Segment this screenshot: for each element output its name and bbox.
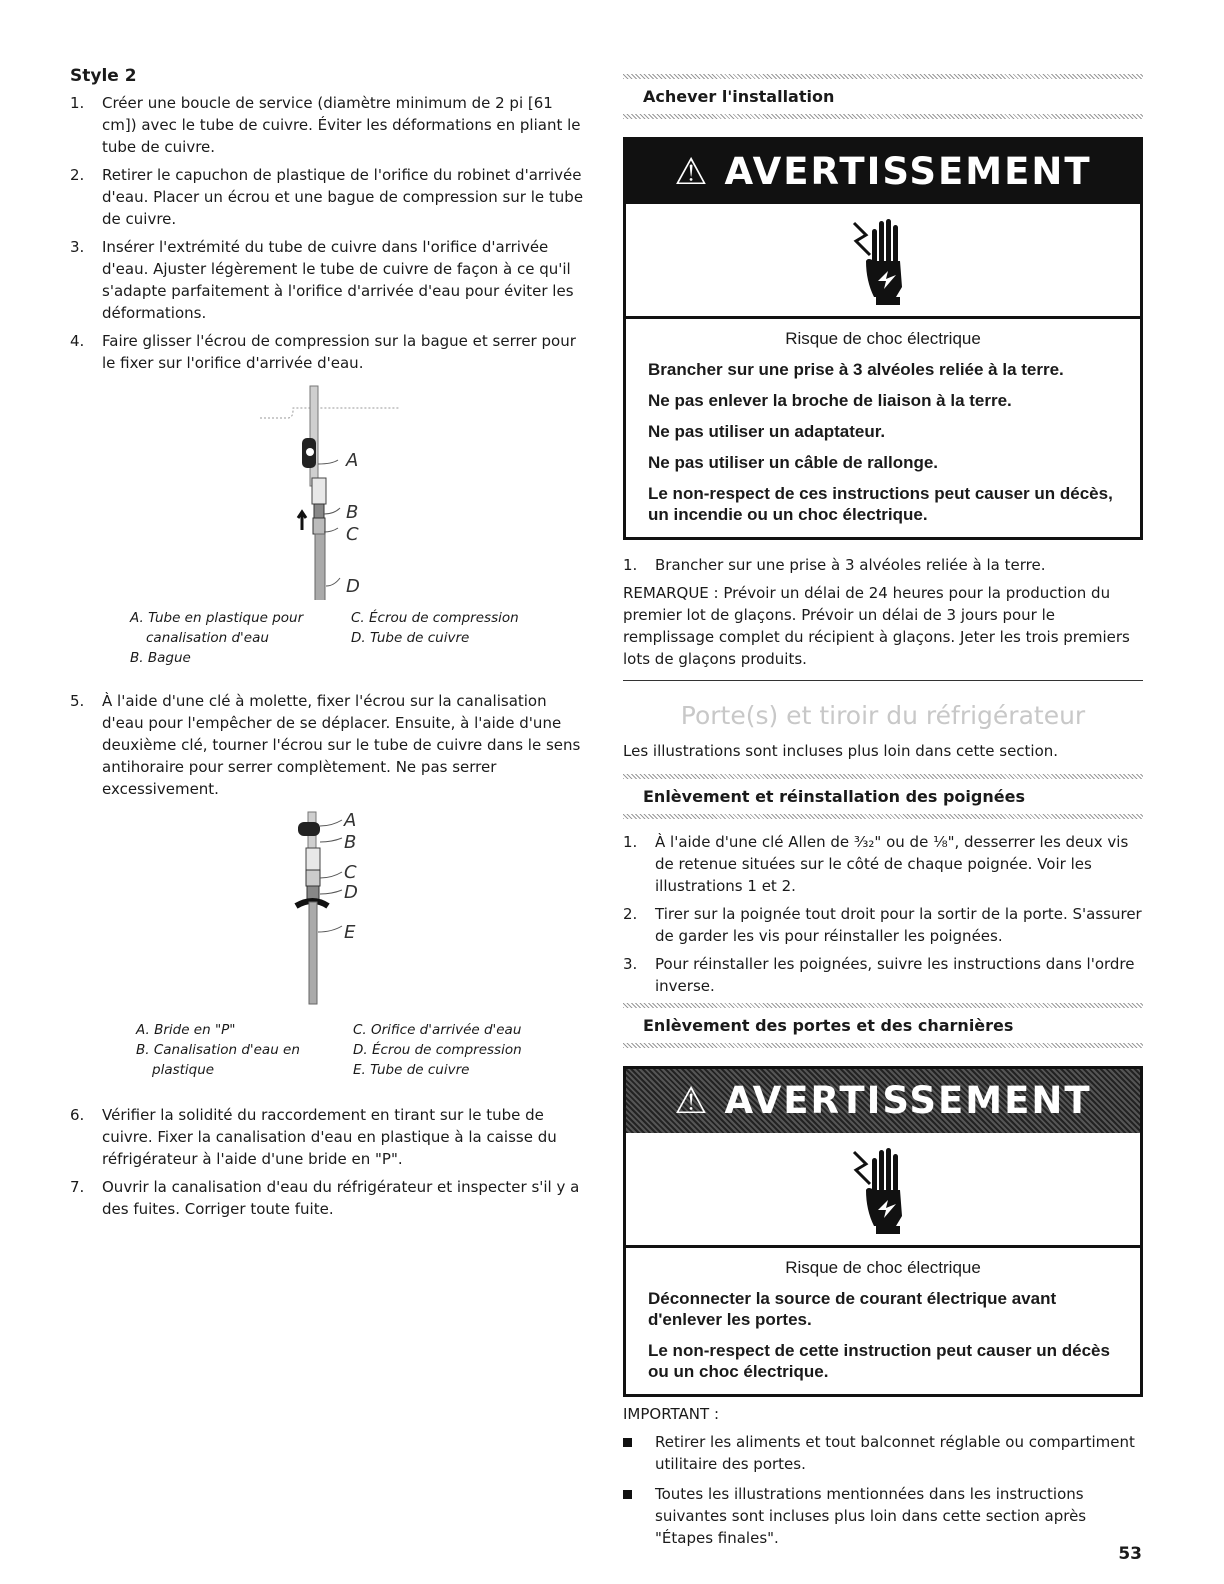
divider: [623, 114, 1143, 119]
legend-entry: plastique: [152, 1062, 215, 1078]
legend-entry: D. Écrou de compression: [353, 1042, 522, 1058]
steps-list-a: [70, 92, 590, 374]
warning-triangle-icon: ⚠: [674, 1079, 710, 1122]
label-c: C: [346, 524, 359, 545]
legend-entry: C. Écrou de compression: [351, 610, 519, 626]
label-d: D: [344, 882, 358, 903]
step-text: Vérifier la solidité du raccordement en tirant sur le tube de cuivre. Fixer la canalisation d'eau en plastique à la caisse du réfrigérateur à l'aide d'une bride en "P".: [102, 1106, 557, 1168]
step-number: 3.: [623, 955, 638, 973]
list-item: [70, 236, 590, 324]
important-bullets: [623, 1431, 1143, 1549]
list-item: [623, 554, 1143, 576]
label-b: B: [344, 832, 357, 853]
step-number: 1.: [623, 833, 638, 851]
legend-entry: B. Canalisation d'eau en: [136, 1042, 300, 1058]
step-text: Insérer l'extrémité du tube de cuivre dans l'orifice d'arrivée d'eau. Ajuster légèrement le tube de cuivre de façon à ce qu'il s'adapte parfaitement à l'orifice d'arrivée d'eau pour éviter les déformations.: [102, 238, 574, 322]
warning-line: Brancher sur une prise à 3 alvéoles reliée à la terre.: [648, 360, 1064, 379]
page-number: 53: [1118, 1544, 1142, 1564]
legend-entry: canalisation d'eau: [146, 630, 269, 646]
step-number: 2.: [623, 905, 638, 923]
section-heading-handles: Enlèvement et réinstallation des poignées: [643, 787, 1025, 806]
note-paragraph: REMARQUE : Prévoir un délai de 24 heures pour la production du premier lot de glaçons. Prévoir un délai de 3 jours pour le remplissage complet du récipient à glaçons. Jeter les trois premiers lots de glaçons produits.: [623, 584, 1130, 668]
wrench-diagram: [70, 808, 590, 1008]
legend-entry: D. Tube de cuivre: [351, 630, 470, 646]
label-d: D: [346, 576, 360, 597]
warning-line: Ne pas utiliser un adaptateur.: [648, 422, 886, 441]
list-item: [70, 330, 590, 374]
step-text: À l'aide d'une clé Allen de ³⁄₃₂" ou de ¹⁄₈", desserrer les deux vis de retenue situées sur le côté de chaque poignée. Voir les illustrations 1 et 2.: [655, 833, 1129, 895]
list-item: [70, 1104, 590, 1170]
list-item: [70, 690, 590, 800]
warning-title: [626, 140, 1140, 204]
step-number: 4.: [70, 332, 85, 350]
step-number: 1.: [623, 556, 638, 574]
list-item: [623, 1431, 1143, 1475]
label-c: C: [344, 862, 357, 883]
install-steps: [623, 554, 1143, 576]
section-title: Porte(s) et tiroir du réfrigérateur: [680, 701, 1086, 730]
bullet-square-icon: [623, 1483, 655, 1549]
list-item: [70, 1176, 590, 1220]
step-text: À l'aide d'une clé à molette, fixer l'écrou sur la canalisation d'eau pour l'empêcher de se déplacer. Ensuite, à l'aide d'une deuxième clé, tourner l'écrou sur le tube de cuivre dans le sens antihoraire pour serrer complètement. Ne pas serrer excessivement.: [102, 692, 581, 798]
label-e: E: [344, 922, 356, 943]
label-b: B: [346, 502, 359, 523]
step-text: Faire glisser l'écrou de compression sur la bague et serrer pour le fixer sur l'orifice d'arrivée d'eau.: [102, 332, 576, 372]
warning-line: Ne pas enlever la broche de liaison à la terre.: [648, 391, 1012, 410]
legend-entry: B. Bague: [130, 650, 191, 666]
warning-line: Déconnecter la source de courant électrique avant d'enlever les portes.: [648, 1289, 1057, 1329]
figure-1: [70, 380, 590, 600]
step-text: Brancher sur une prise à 3 alvéoles reliée à la terre.: [655, 556, 1046, 574]
label-a: A: [346, 450, 359, 471]
warning-box-2: [623, 1066, 1143, 1397]
legend-entry: A. Bride en "P": [136, 1022, 236, 1038]
list-item: [70, 92, 590, 158]
right-column: [623, 74, 1143, 1557]
style-heading: Style 2: [70, 66, 137, 86]
step-number: 7.: [70, 1178, 85, 1196]
warning-body: [626, 1248, 1140, 1394]
figure-1-legend: [130, 608, 590, 668]
warning-body: [626, 319, 1140, 537]
figure-2-legend: [136, 1020, 590, 1080]
divider: [623, 1043, 1143, 1048]
step-text: Créer une boucle de service (diamètre minimum de 2 pi [61 cm]) avec le tube de cuivre. Éviter les déformations en pliant le tube de cuivre.: [102, 94, 581, 156]
step-number: 3.: [70, 238, 85, 256]
figure-2: [70, 808, 590, 1008]
bullet-square-icon: [623, 1431, 655, 1475]
warning-triangle-icon: ⚠: [674, 150, 710, 193]
bullet-text: Toutes les illustrations mentionnées dans les instructions suivantes sont incluses plus loin dans cette section après "Étapes finales".: [655, 1485, 1087, 1547]
handles-steps: [623, 831, 1143, 997]
warning-line: Le non-respect de ces instructions peut causer un décès, un incendie ou un choc électrique.: [648, 484, 1113, 524]
electric-shock-hand-icon: [626, 1133, 1140, 1248]
warning-title: [626, 1069, 1140, 1133]
bullet-text: Retirer les aliments et tout balconnet réglable ou compartiment utilitaire des portes.: [655, 1433, 1135, 1473]
section-intro: Les illustrations sont incluses plus loin dans cette section.: [623, 742, 1059, 760]
step-text: Ouvrir la canalisation d'eau du réfrigérateur et inspecter s'il y a des fuites. Corriger toute fuite.: [102, 1178, 580, 1218]
list-item: [70, 164, 590, 230]
warning-box-1: [623, 137, 1143, 540]
section-heading-doors: Enlèvement des portes et des charnières: [643, 1016, 1014, 1035]
copper-tube-diagram: [70, 380, 590, 600]
warning-title-text: AVERTISSEMENT: [724, 150, 1092, 193]
warning-line: Ne pas utiliser un câble de rallonge.: [648, 453, 939, 472]
label-a: A: [344, 810, 357, 831]
list-item: [623, 831, 1143, 897]
steps-list-c: [70, 1104, 590, 1220]
steps-list-b: [70, 690, 590, 800]
warning-line: Le non-respect de cette instruction peut causer un décès ou un choc électrique.: [648, 1341, 1110, 1381]
step-number: 1.: [70, 94, 85, 112]
list-item: [623, 953, 1143, 997]
step-number: 6.: [70, 1106, 85, 1124]
divider: [623, 680, 1143, 681]
legend-entry: A. Tube en plastique pour: [130, 610, 304, 626]
step-text: Retirer le capuchon de plastique de l'orifice du robinet d'arrivée d'eau. Placer un écrou et une bague de compression sur le tube de cuivre.: [102, 166, 584, 228]
warning-title-text: AVERTISSEMENT: [724, 1079, 1092, 1122]
left-column: [70, 66, 590, 1226]
step-number: 2.: [70, 166, 85, 184]
divider: [623, 814, 1143, 819]
electric-shock-hand-icon: [626, 204, 1140, 319]
section-heading-finish: Achever l'installation: [643, 87, 835, 106]
legend-entry: E. Tube de cuivre: [353, 1062, 470, 1078]
step-number: 5.: [70, 692, 85, 710]
important-label: IMPORTANT :: [623, 1405, 720, 1423]
step-text: Tirer sur la poignée tout droit pour la sortir de la porte. S'assurer de garder les vis pour réinstaller les poignées.: [655, 905, 1142, 945]
legend-entry: C. Orifice d'arrivée d'eau: [353, 1022, 522, 1038]
warning-risk: Risque de choc électrique: [785, 329, 981, 348]
warning-risk: Risque de choc électrique: [785, 1258, 981, 1277]
list-item: [623, 903, 1143, 947]
step-text: Pour réinstaller les poignées, suivre les instructions dans l'ordre inverse.: [655, 955, 1135, 995]
list-item: [623, 1483, 1143, 1549]
